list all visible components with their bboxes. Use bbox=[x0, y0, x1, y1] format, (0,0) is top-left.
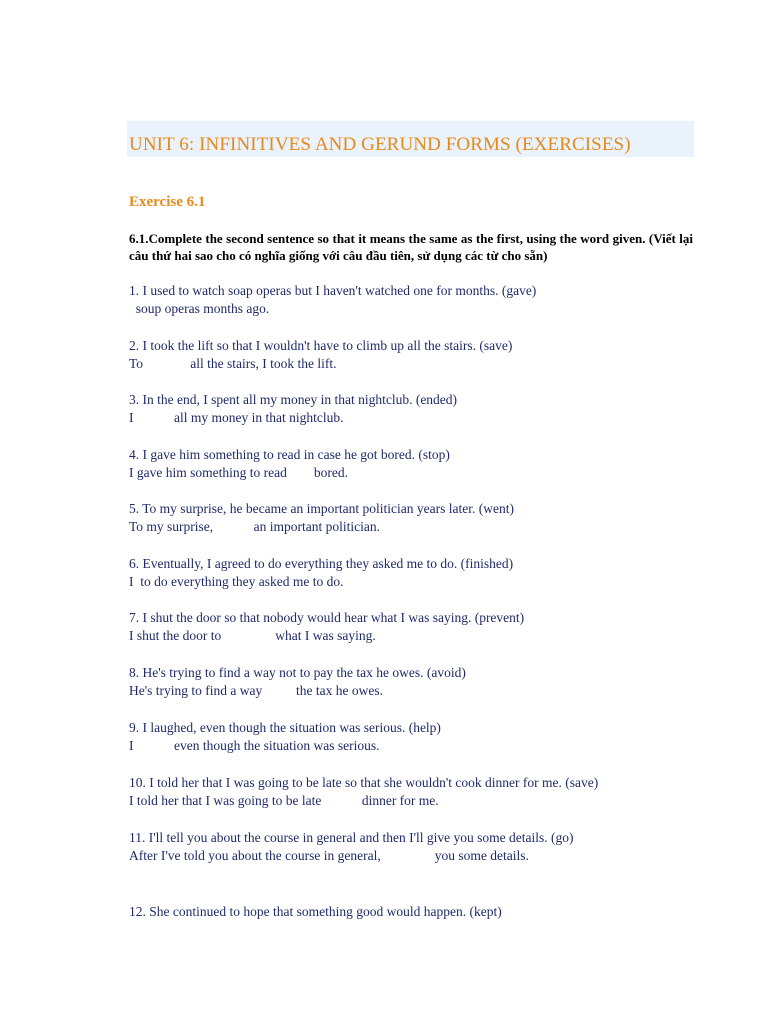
question-5: 5. To my surprise, he became an important politician years later. (went) bbox=[129, 501, 514, 516]
question-3: 3. In the end, I spent all my money in that nightclub. (ended) bbox=[129, 392, 458, 407]
answer-10: I told her that I was going to be late dinner for me. bbox=[129, 793, 439, 808]
question-7: 7. I shut the door so that nobody would hear what I was saying. (prevent) bbox=[129, 610, 525, 625]
answer-9: I even though the situation was serious. bbox=[129, 738, 380, 753]
answer-8: He's trying to find a way the tax he owes. bbox=[129, 683, 384, 698]
question-11: 11. I'll tell you about the course in general and then I'll give you some details. (go) bbox=[129, 830, 574, 845]
answer-11: After I've told you about the course in general, you some details. bbox=[129, 848, 529, 863]
question-1: 1. I used to watch soap operas but I haven't watched one for months. (gave) bbox=[129, 283, 537, 298]
question-8: 8. He's trying to find a way not to pay the tax he owes. (avoid) bbox=[129, 665, 466, 680]
answer-2: To all the stairs, I took the lift. bbox=[129, 356, 337, 371]
question-2: 2. I took the lift so that I wouldn't have to climb up all the stairs. (save) bbox=[129, 338, 513, 353]
question-10: 10. I told her that I was going to be late so that she wouldn't cook dinner for me. (save) bbox=[129, 775, 599, 790]
answer-7: I shut the door to what I was saying. bbox=[129, 628, 376, 643]
answer-5: To my surprise, an important politician. bbox=[129, 519, 381, 534]
answer-1: soup operas months ago. bbox=[129, 301, 270, 316]
answer-3: I all my money in that nightclub. bbox=[129, 410, 344, 425]
exercise-heading: Exercise 6.1 bbox=[129, 194, 206, 210]
page-title: UNIT 6: INFINITIVES AND GERUND FORMS (EXERCISES) bbox=[129, 134, 631, 155]
answer-6: I to do everything they asked me to do. bbox=[129, 574, 344, 589]
answer-4: I gave him something to read bored. bbox=[129, 465, 348, 480]
question-6: 6. Eventually, I agreed to do everything they asked me to do. (finished) bbox=[129, 556, 514, 571]
question-4: 4. I gave him something to read in case he got bored. (stop) bbox=[129, 447, 450, 462]
question-12: 12. She continued to hope that something good would happen. (kept) bbox=[129, 904, 502, 919]
question-9: 9. I laughed, even though the situation was serious. (help) bbox=[129, 720, 441, 735]
exercise-instruction: 6.1.Complete the second sentence so that it means the same as the first, using the word given. (Viết lại câu thứ hai sao cho có nghĩa giống với câu đầu tiên, sử dụng các từ cho sẵn) bbox=[129, 231, 693, 263]
